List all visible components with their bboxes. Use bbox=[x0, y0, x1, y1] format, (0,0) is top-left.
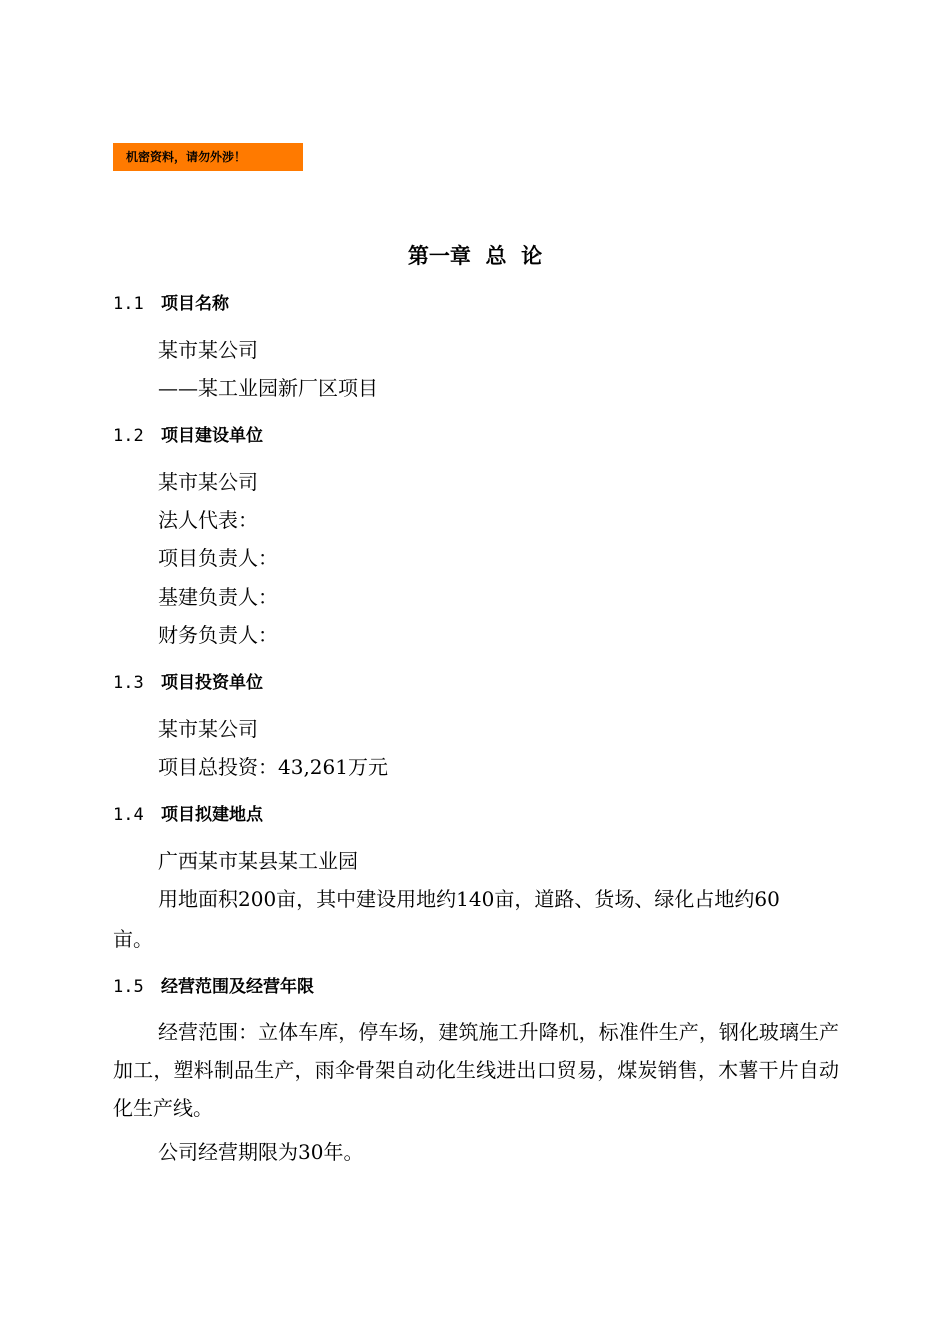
section-title: 项目名称 bbox=[161, 294, 229, 314]
section-title: 项目建设单位 bbox=[161, 426, 263, 446]
total-investment: 项目总投资：43,261万元 bbox=[158, 755, 388, 779]
project-name: ——某工业园新厂区项目 bbox=[158, 376, 378, 400]
section-heading-1-3 bbox=[113, 670, 263, 696]
section-number: 1.5 bbox=[113, 977, 144, 997]
project-company: 某市某公司 bbox=[158, 338, 258, 362]
section-number: 1.1 bbox=[113, 294, 144, 314]
chapter-title: 第一章 总 论 bbox=[407, 244, 543, 268]
section-heading-1-4 bbox=[113, 802, 263, 828]
section-title: 经营范围及经营年限 bbox=[161, 977, 314, 997]
section-heading-1-1 bbox=[113, 291, 229, 317]
finance-lead: 财务负责人： bbox=[158, 623, 278, 647]
section-number: 1.3 bbox=[113, 673, 144, 693]
business-scope-paragraph: 经营范围：立体车库，停车场，建筑施工升降机，标准件生产，钢化玻璃生产加工，塑料制品生产，雨伞骨架自动化生线进出口贸易，煤炭销售，木薯干片自动化生产线。 bbox=[113, 1020, 839, 1120]
section-heading-1-2 bbox=[113, 423, 263, 449]
confidential-banner: 机密资料，请勿外涉！ bbox=[113, 143, 303, 171]
section-title: 项目投资单位 bbox=[161, 673, 263, 693]
business-term: 公司经营期限为30年。 bbox=[158, 1140, 364, 1164]
section-title: 项目拟建地点 bbox=[161, 805, 263, 825]
section-heading-1-5 bbox=[113, 974, 314, 1000]
construction-lead: 基建负责人： bbox=[158, 585, 278, 609]
legal-representative: 法人代表： bbox=[158, 508, 258, 532]
builder-company: 某市某公司 bbox=[158, 470, 258, 494]
section-number: 1.2 bbox=[113, 426, 144, 446]
project-lead: 项目负责人： bbox=[158, 546, 278, 570]
land-area-line-1: 用地面积200亩，其中建设用地约140亩，道路、货场、绿化占地约60 bbox=[158, 887, 780, 911]
land-area-line-2: 亩。 bbox=[113, 927, 153, 951]
section-number: 1.4 bbox=[113, 805, 144, 825]
investor-company: 某市某公司 bbox=[158, 717, 258, 741]
project-location: 广西某市某县某工业园 bbox=[158, 849, 358, 873]
